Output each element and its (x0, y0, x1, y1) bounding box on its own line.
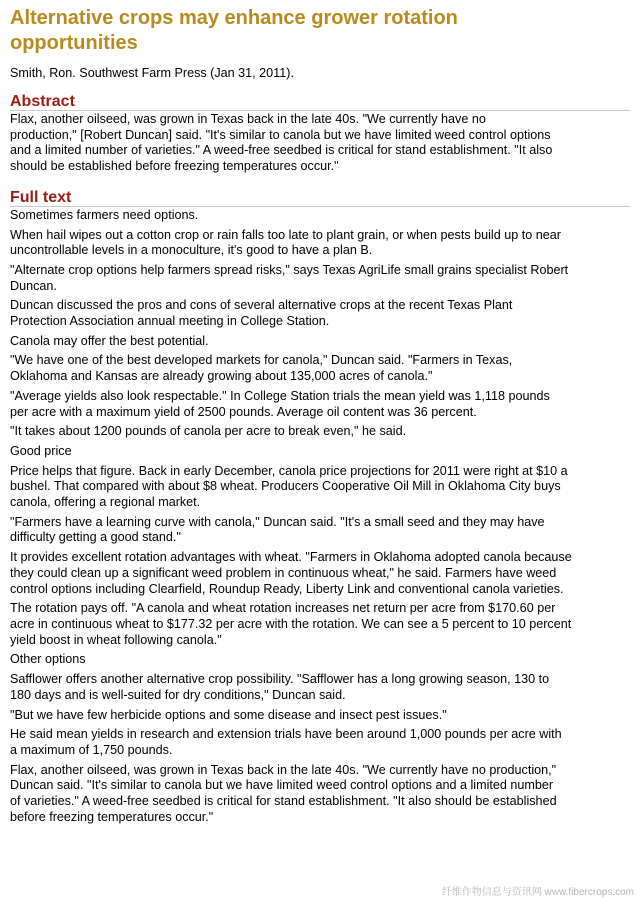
full-text-heading: Full text (10, 188, 72, 206)
abstract-heading: Abstract (10, 93, 75, 110)
citation: Smith, Ron. Southwest Farm Press (Jan 31, 2011). (10, 66, 294, 80)
article-page (10, 6, 640, 829)
text-line: "Farmers have a learning curve with canola," Duncan said. "It's a small seed and they may have (10, 514, 545, 529)
text-line: difficulty getting a good stand." (10, 530, 181, 545)
text-line: bushel. That compared with about $8 wheat. Producers Cooperative Oil Mill in Oklahoma City buys (10, 479, 561, 494)
text-line: Duncan discussed the pros and cons of several alternative crops at the recent Texas Plant (10, 298, 513, 313)
text-line: Duncan said. "It's similar to canola but we have limited weed control options and a limited number (10, 778, 554, 793)
text-line: should be established before freezing temperatures occur." (10, 159, 339, 174)
full-text-paragraph (10, 550, 640, 597)
full-text-paragraph (10, 444, 640, 460)
text-line: "It takes about 1200 pounds of canola per acre to break even," he said. (10, 424, 407, 439)
text-line: Sometimes farmers need options. (10, 207, 199, 222)
abstract-body (10, 112, 640, 175)
text-line: Flax, another oilseed, was grown in Texas back in the late 40s. "We currently have no production," (10, 762, 557, 777)
text-line: uncontrollable levels in a monoculture, it's good to have a plan B. (10, 243, 373, 258)
text-line: "Alternate crop options help farmers spread risks," says Texas AgriLife small grains specialist Robert (10, 262, 569, 277)
full-text-paragraph (10, 228, 640, 259)
text-line: Duncan. (10, 278, 57, 293)
text-line: Safflower offers another alternative crop possibility. "Safflower has a long growing season, 130 to (10, 672, 550, 687)
divider (10, 110, 630, 111)
text-line: Protection Association annual meeting in College Station. (10, 314, 330, 329)
text-line: production," [Robert Duncan] said. "It's similar to canola but we have limited weed control options (10, 127, 551, 142)
full-text-paragraph (10, 208, 640, 224)
article-title (10, 6, 570, 56)
full-text-paragraph (10, 464, 640, 511)
full-text-paragraph (10, 708, 640, 724)
text-line: and a limited number of varieties." A weed-free seedbed is critical for stand establishment. "It also (10, 143, 553, 158)
full-text-body (10, 208, 640, 826)
divider (10, 206, 630, 207)
text-line: yield boost in wheat following canola." (10, 632, 222, 647)
text-line: Flax, another oilseed, was grown in Texas back in the late 40s. "We currently have no (10, 112, 486, 126)
abstract-paragraph (10, 112, 640, 175)
full-text-paragraph (10, 727, 640, 758)
text-line: a maximum of 1,750 pounds. (10, 742, 173, 757)
text-line: "We have one of the best developed markets for canola," Duncan said. "Farmers in Texas, (10, 353, 513, 368)
full-text-paragraph (10, 601, 640, 648)
text-line: before freezing temperatures occur." (10, 809, 214, 824)
watermark: 纤维作物信息与资讯网 www.fibercrops.com (441, 887, 634, 898)
title-line: opportunities (10, 32, 138, 54)
text-line: canola, offering a regional market. (10, 495, 201, 510)
text-line: Good price (10, 443, 72, 458)
text-line: When hail wipes out a cotton crop or rain falls too late to plant grain, or when pests build up to near (10, 227, 561, 242)
full-text-paragraph (10, 263, 640, 294)
text-line: "But we have few herbicide options and some disease and insect pest issues." (10, 707, 447, 722)
text-line: per acre with a maximum yield of 2500 pounds. Average oil content was 36 percent. (10, 404, 477, 419)
text-line: of varieties." A weed-free seedbed is critical for stand establishment. "It also should be established (10, 794, 557, 809)
full-text-paragraph (10, 515, 640, 546)
text-line: The rotation pays off. "A canola and wheat rotation increases net return per acre from $170.60 per (10, 601, 556, 616)
text-line: 180 days and is well-suited for dry conditions," Duncan said. (10, 687, 346, 702)
full-text-header (10, 189, 640, 207)
text-line: Other options (10, 652, 86, 667)
full-text-paragraph (10, 298, 640, 329)
full-text-paragraph (10, 334, 640, 350)
text-line: He said mean yields in research and extension trials have been around 1,000 pounds per acre with (10, 727, 562, 742)
title-line: Alternative crops may enhance grower rotation (10, 7, 458, 29)
text-line: they could clean up a significant weed problem in continuous wheat," he said. Farmers have weed (10, 565, 557, 580)
full-text-paragraph (10, 763, 640, 826)
text-line: control options including Clearfield, Roundup Ready, Liberty Link and conventional canola varieties. (10, 581, 564, 596)
text-line: Price helps that figure. Back in early December, canola price projections for 2011 were right at $10 a (10, 463, 568, 478)
text-line: Oklahoma and Kansas are already growing about 135,000 acres of canola." (10, 369, 433, 384)
full-text-paragraph (10, 353, 640, 384)
text-line: Canola may offer the best potential. (10, 333, 209, 348)
text-line: acre in continuous wheat to $177.32 per acre with the rotation. We can see a 5 percent to 10 percent (10, 616, 572, 631)
text-line: "Average yields also look respectable." In College Station trials the mean yield was 1,118 pounds (10, 388, 550, 403)
full-text-paragraph (10, 424, 640, 440)
full-text-paragraph (10, 652, 640, 668)
abstract-header (10, 93, 640, 111)
full-text-paragraph (10, 672, 640, 703)
full-text-paragraph (10, 389, 640, 420)
text-line: It provides excellent rotation advantages with wheat. "Farmers in Oklahoma adopted canola because (10, 550, 572, 565)
